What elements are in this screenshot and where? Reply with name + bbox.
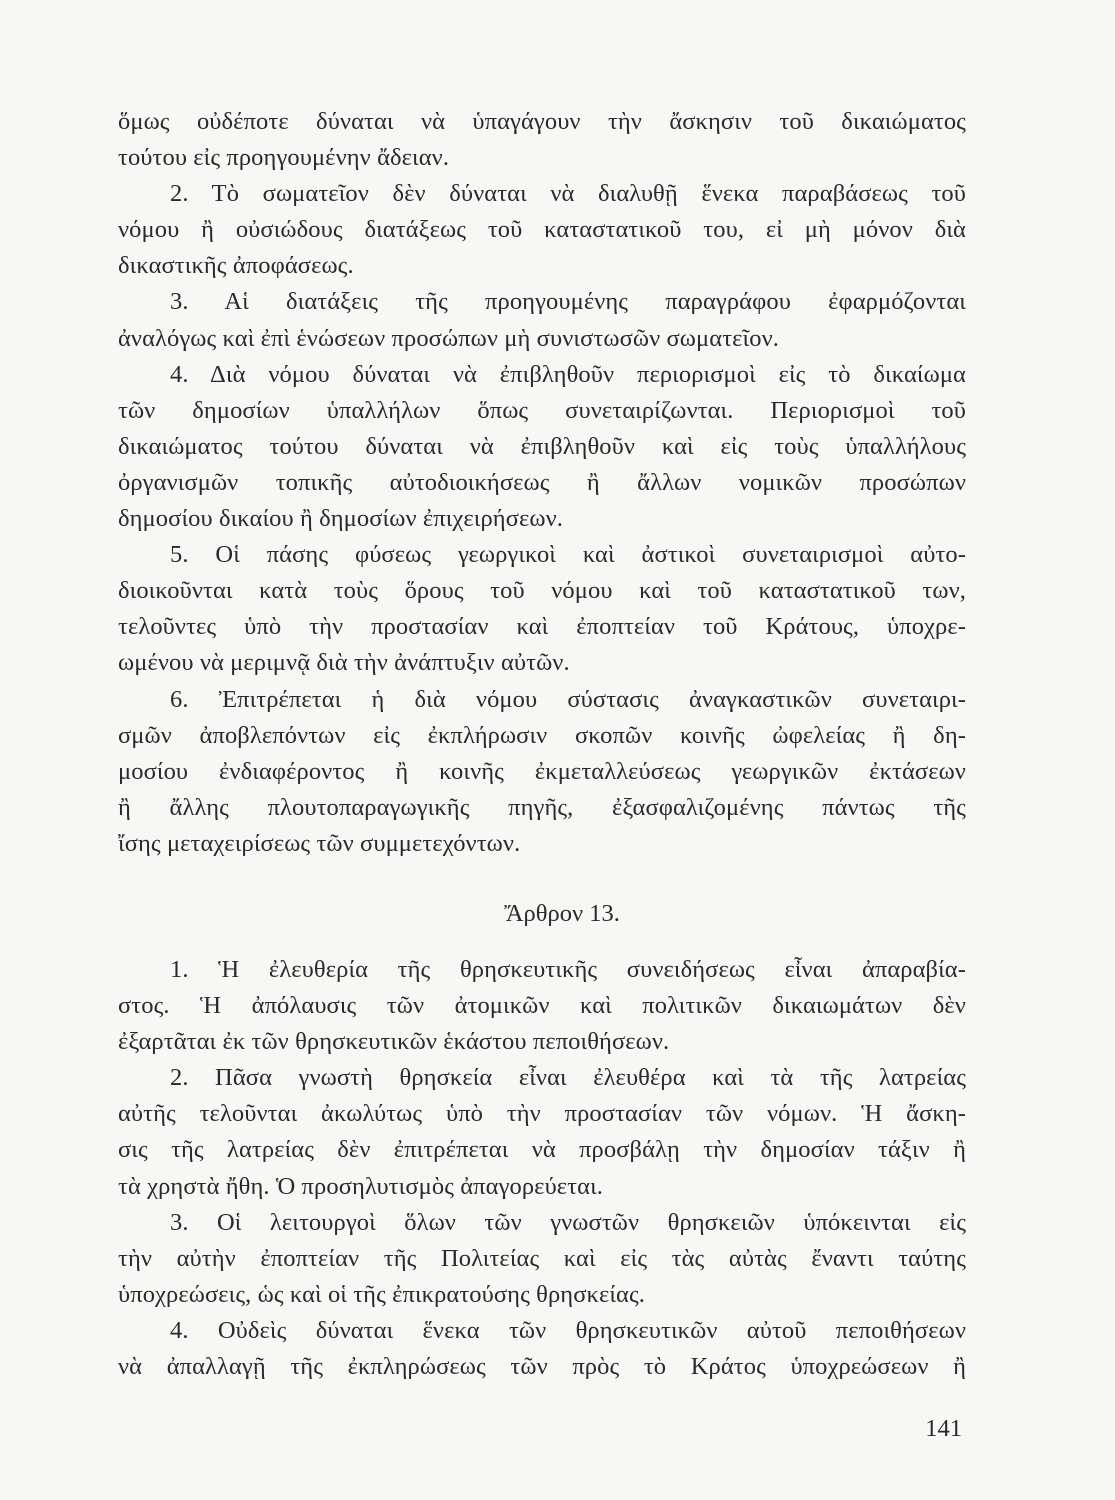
- text-line: ἀναλόγως καὶ ἐπὶ ἑνώσεων προσώπων μὴ συνιστωσῶν σωματεῖον.: [118, 324, 779, 352]
- text-line: σμῶν ἀποβλεπόντων εἰς ἐκπλήρωσιν σκοπῶν κοινῆς ὠφελείας ἢ δη-: [118, 721, 966, 749]
- article-heading: Ἄρθρον 13.: [504, 900, 620, 927]
- text-line: ἢ ἄλλης πλουτοπαραγωγικῆς πηγῆς, ἐξασφαλιζομένης πάντως τῆς: [118, 793, 966, 821]
- text-line: σις τῆς λατρείας δὲν ἐπιτρέπεται νὰ προσβάλῃ τὴν δημοσίαν τάξιν ἢ: [118, 1136, 966, 1164]
- text-line: ὑποχρεώσεις, ὡς καὶ οἱ τῆς ἐπικρατούσης θρησκείας.: [118, 1280, 645, 1308]
- text-line: ὅμως οὐδέποτε δύναται νὰ ὑπαγάγουν τὴν ἄσκησιν τοῦ δικαιώματος: [118, 108, 966, 135]
- text-line: δικαιώματος τούτου δύναται νὰ ἐπιβληθοῦν καὶ εἰς τοὺς ὑπαλλήλους: [118, 432, 966, 460]
- page-number: 141: [925, 1415, 962, 1442]
- text-line: τελοῦντες ὑπὸ τὴν προστασίαν καὶ ἐποπτείαν τοῦ Κράτους, ὑποχρε-: [118, 613, 966, 641]
- paragraph-6-line: 6. Ἐπιτρέπεται ἡ διὰ νόμου σύστασις ἀναγκαστικῶν συνεταιρι-: [170, 685, 966, 713]
- text-line: αὐτῆς τελοῦνται ἀκωλύτως ὑπὸ τὴν προστασίαν τῶν νόμων. Ἡ ἄσκη-: [118, 1100, 966, 1128]
- text-line: ωμένου νὰ μεριμνᾷ διὰ τὴν ἀνάπτυξιν αὐτῶν.: [118, 649, 570, 677]
- paragraph-4-line: 4. Οὐδεὶς δύναται ἕνεκα τῶν θρησκευτικῶν αὐτοῦ πεποιθήσεων: [170, 1316, 966, 1344]
- text-line: διοικοῦνται κατὰ τοὺς ὅρους τοῦ νόμου καὶ τοῦ καταστατικοῦ των,: [118, 577, 966, 605]
- text-line: νὰ ἀπαλλαγῇ τῆς ἐκπληρώσεως τῶν πρὸς τὸ Κράτος ὑποχρεώσεων ἢ: [118, 1353, 966, 1381]
- text-line: νόμου ἢ οὐσιώδους διατάξεως τοῦ καταστατικοῦ του, εἰ μὴ μόνον διὰ: [118, 216, 966, 244]
- paragraph-1-line: 1. Ἡ ἐλευθερία τῆς θρησκευτικῆς συνειδήσεως εἶναι ἀπαραβία-: [170, 956, 966, 983]
- text-line: τῶν δημοσίων ὑπαλλήλων ὅπως συνεταιρίζωνται. Περιορισμοὶ τοῦ: [118, 396, 966, 424]
- text-line: τὰ χρηστὰ ἤθη. Ὁ προσηλυτισμὸς ἀπαγορεύεται.: [118, 1172, 603, 1200]
- text-line: στος. Ἡ ἀπόλαυσις τῶν ἀτομικῶν καὶ πολιτικῶν δικαιωμάτων δὲν: [118, 992, 966, 1020]
- text-line: μοσίου ἐνδιαφέροντος ἢ κοινῆς ἐκμεταλλεύσεως γεωργικῶν ἐκτάσεων: [118, 757, 966, 785]
- paragraph-3-line: 3. Οἱ λειτουργοὶ ὅλων τῶν γνωστῶν θρησκειῶν ὑπόκεινται εἰς: [170, 1208, 966, 1236]
- paragraph-2-line: 2. Τὸ σωματεῖον δὲν δύναται νὰ διαλυθῇ ἕνεκα παραβάσεως τοῦ: [170, 180, 966, 208]
- text-line: ὀργανισμῶν τοπικῆς αὐτοδιοικήσεως ἢ ἄλλων νομικῶν προσώπων: [118, 468, 966, 496]
- paragraph-3-line: 3. Αἱ διατάξεις τῆς προηγουμένης παραγράφου ἐφαρμόζονται: [170, 288, 966, 316]
- article-12-continuation: [118, 104, 966, 862]
- paragraph-4-line: 4. Διὰ νόμου δύναται νὰ ἐπιβληθοῦν περιορισμοὶ εἰς τὸ δικαίωμα: [170, 360, 966, 388]
- text-line: δημοσίου δικαίου ἢ δημοσίων ἐπιχειρήσεων.: [118, 505, 564, 533]
- paragraph-2-line: 2. Πᾶσα γνωστὴ θρησκεία εἶναι ἐλευθέρα καὶ τὰ τῆς λατρείας: [170, 1064, 966, 1092]
- paragraph-5-line: 5. Οἱ πάσης φύσεως γεωργικοὶ καὶ ἀστικοὶ συνεταιρισμοὶ αὐτο-: [170, 541, 966, 569]
- text-line: ἴσης μεταχειρίσεως τῶν συμμετεχόντων.: [118, 829, 521, 857]
- article-13-body: [118, 952, 966, 1385]
- text-line: ἐξαρτᾶται ἐκ τῶν θρησκευτικῶν ἑκάστου πεποιθήσεων.: [118, 1028, 670, 1056]
- text-line: τούτου εἰς προηγουμένην ἄδειαν.: [118, 144, 450, 172]
- text-line: δικαστικῆς ἀποφάσεως.: [118, 252, 354, 280]
- text-line: τὴν αὐτὴν ἐποπτείαν τῆς Πολιτείας καὶ εἰς τὰς αὐτὰς ἔναντι ταύτης: [118, 1244, 966, 1272]
